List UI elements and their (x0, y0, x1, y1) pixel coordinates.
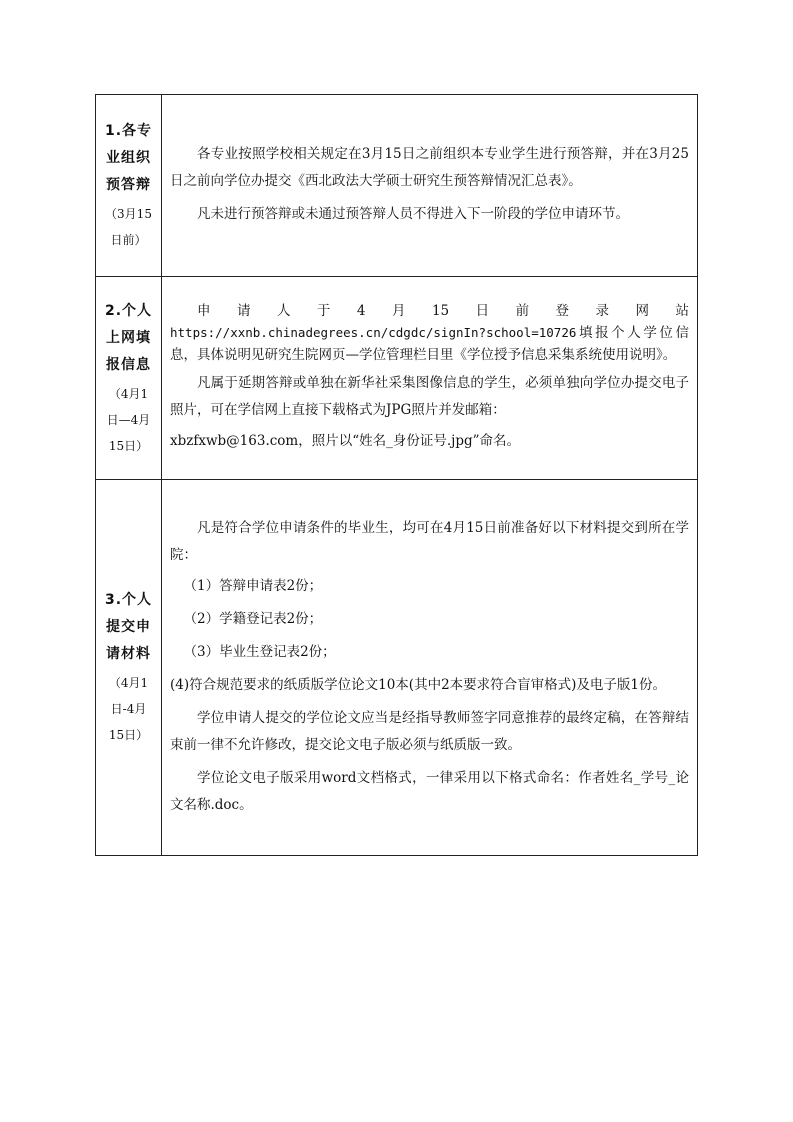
degree-system-link[interactable]: https://xxnb.chinadegrees.cn/cdgdc/signIn?school=10726 (170, 324, 577, 340)
step-date-line: （4月1 (108, 676, 149, 690)
step-content-cell (162, 95, 698, 277)
step-title-line: 提交申 (106, 619, 151, 635)
url-paragraph (170, 322, 689, 366)
step-label-cell (96, 95, 162, 277)
table-row-submit-materials (96, 480, 698, 856)
paragraph: 学位论文电子版采用word文档格式，一律采用以下格式命名：作者姓名_学号_论文名称.doc。 (170, 769, 689, 813)
procedure-table (95, 94, 698, 856)
step-date-line: 15日） (108, 728, 149, 742)
material-item: （2）学籍登记表2份； (183, 610, 323, 627)
step-title-line: 2.个人 (104, 302, 153, 319)
table-row-online-info (96, 277, 698, 480)
step-title-line: 1.各专 (104, 123, 153, 139)
email-line: xbzfxwb@163.com，照片以“姓名_身份证号.jpg”命名。 (170, 432, 521, 449)
step-content-cell (162, 480, 698, 856)
step-date-line: （3月15 (105, 207, 152, 221)
material-item: （1）答辩申请表2份； (183, 577, 323, 594)
after-url-text: 填报个人学位信息，具体说明见研究生院网页—学位管理栏目里《学位授予信息采集系统使用说明》。 (170, 324, 689, 363)
step-label-cell (96, 277, 162, 480)
paragraph: 凡未进行预答辩或未通过预答辩人员不得进入下一阶段的学位申请环节。 (197, 206, 629, 222)
step-title-line: 请材料 (106, 646, 151, 662)
step-date-line: 日-4月 (110, 702, 147, 716)
login-instruction-line: 申请人于4月15日前登录网站 (197, 302, 689, 319)
paragraph: 学位申请人提交的学位论文应当是经指导教师签字同意推荐的最终定稿，在答辩结束前一律不允许修改，提交论文电子版必须与纸质版一致。 (170, 709, 689, 753)
step-date-line: 日—4月 (106, 412, 151, 427)
step-title-line: 报信息 (106, 356, 151, 373)
step-date-line: （4月1 (108, 386, 149, 401)
step-date-line: 15日） (108, 438, 149, 453)
step-title-line: 业组织 (106, 150, 151, 166)
paragraph: 凡属于延期答辩或单独在新华社采集图像信息的学生，必须单独向学位办提交电子照片，可在学信网上直接下载格式为JPG照片并发邮箱： (170, 374, 689, 418)
material-item: （3）毕业生登记表2份； (183, 643, 336, 660)
step-date-line: 日前） (110, 233, 147, 247)
material-item: (4)符合规范要求的纸质版学位论文10本(其中2本要求符合盲审格式)及电子版1份。 (170, 676, 667, 693)
step-title-line: 3.个人 (104, 592, 153, 608)
table-row-pre-defense (96, 95, 698, 277)
step-title-line: 上网填 (106, 329, 151, 346)
paragraph: 凡是符合学位申请条件的毕业生，均可在4月15日前准备好以下材料提交到所在学院： (170, 519, 689, 563)
paragraph: 各专业按照学校相关规定在3月15日之前组织本专业学生进行预答辩，并在3月25日之前向学位办提交《西北政法大学硕士研究生预答辩情况汇总表》。 (170, 146, 689, 189)
step-label-cell (96, 480, 162, 856)
step-content-cell (162, 277, 698, 480)
step-title-line: 预答辩 (106, 177, 151, 193)
